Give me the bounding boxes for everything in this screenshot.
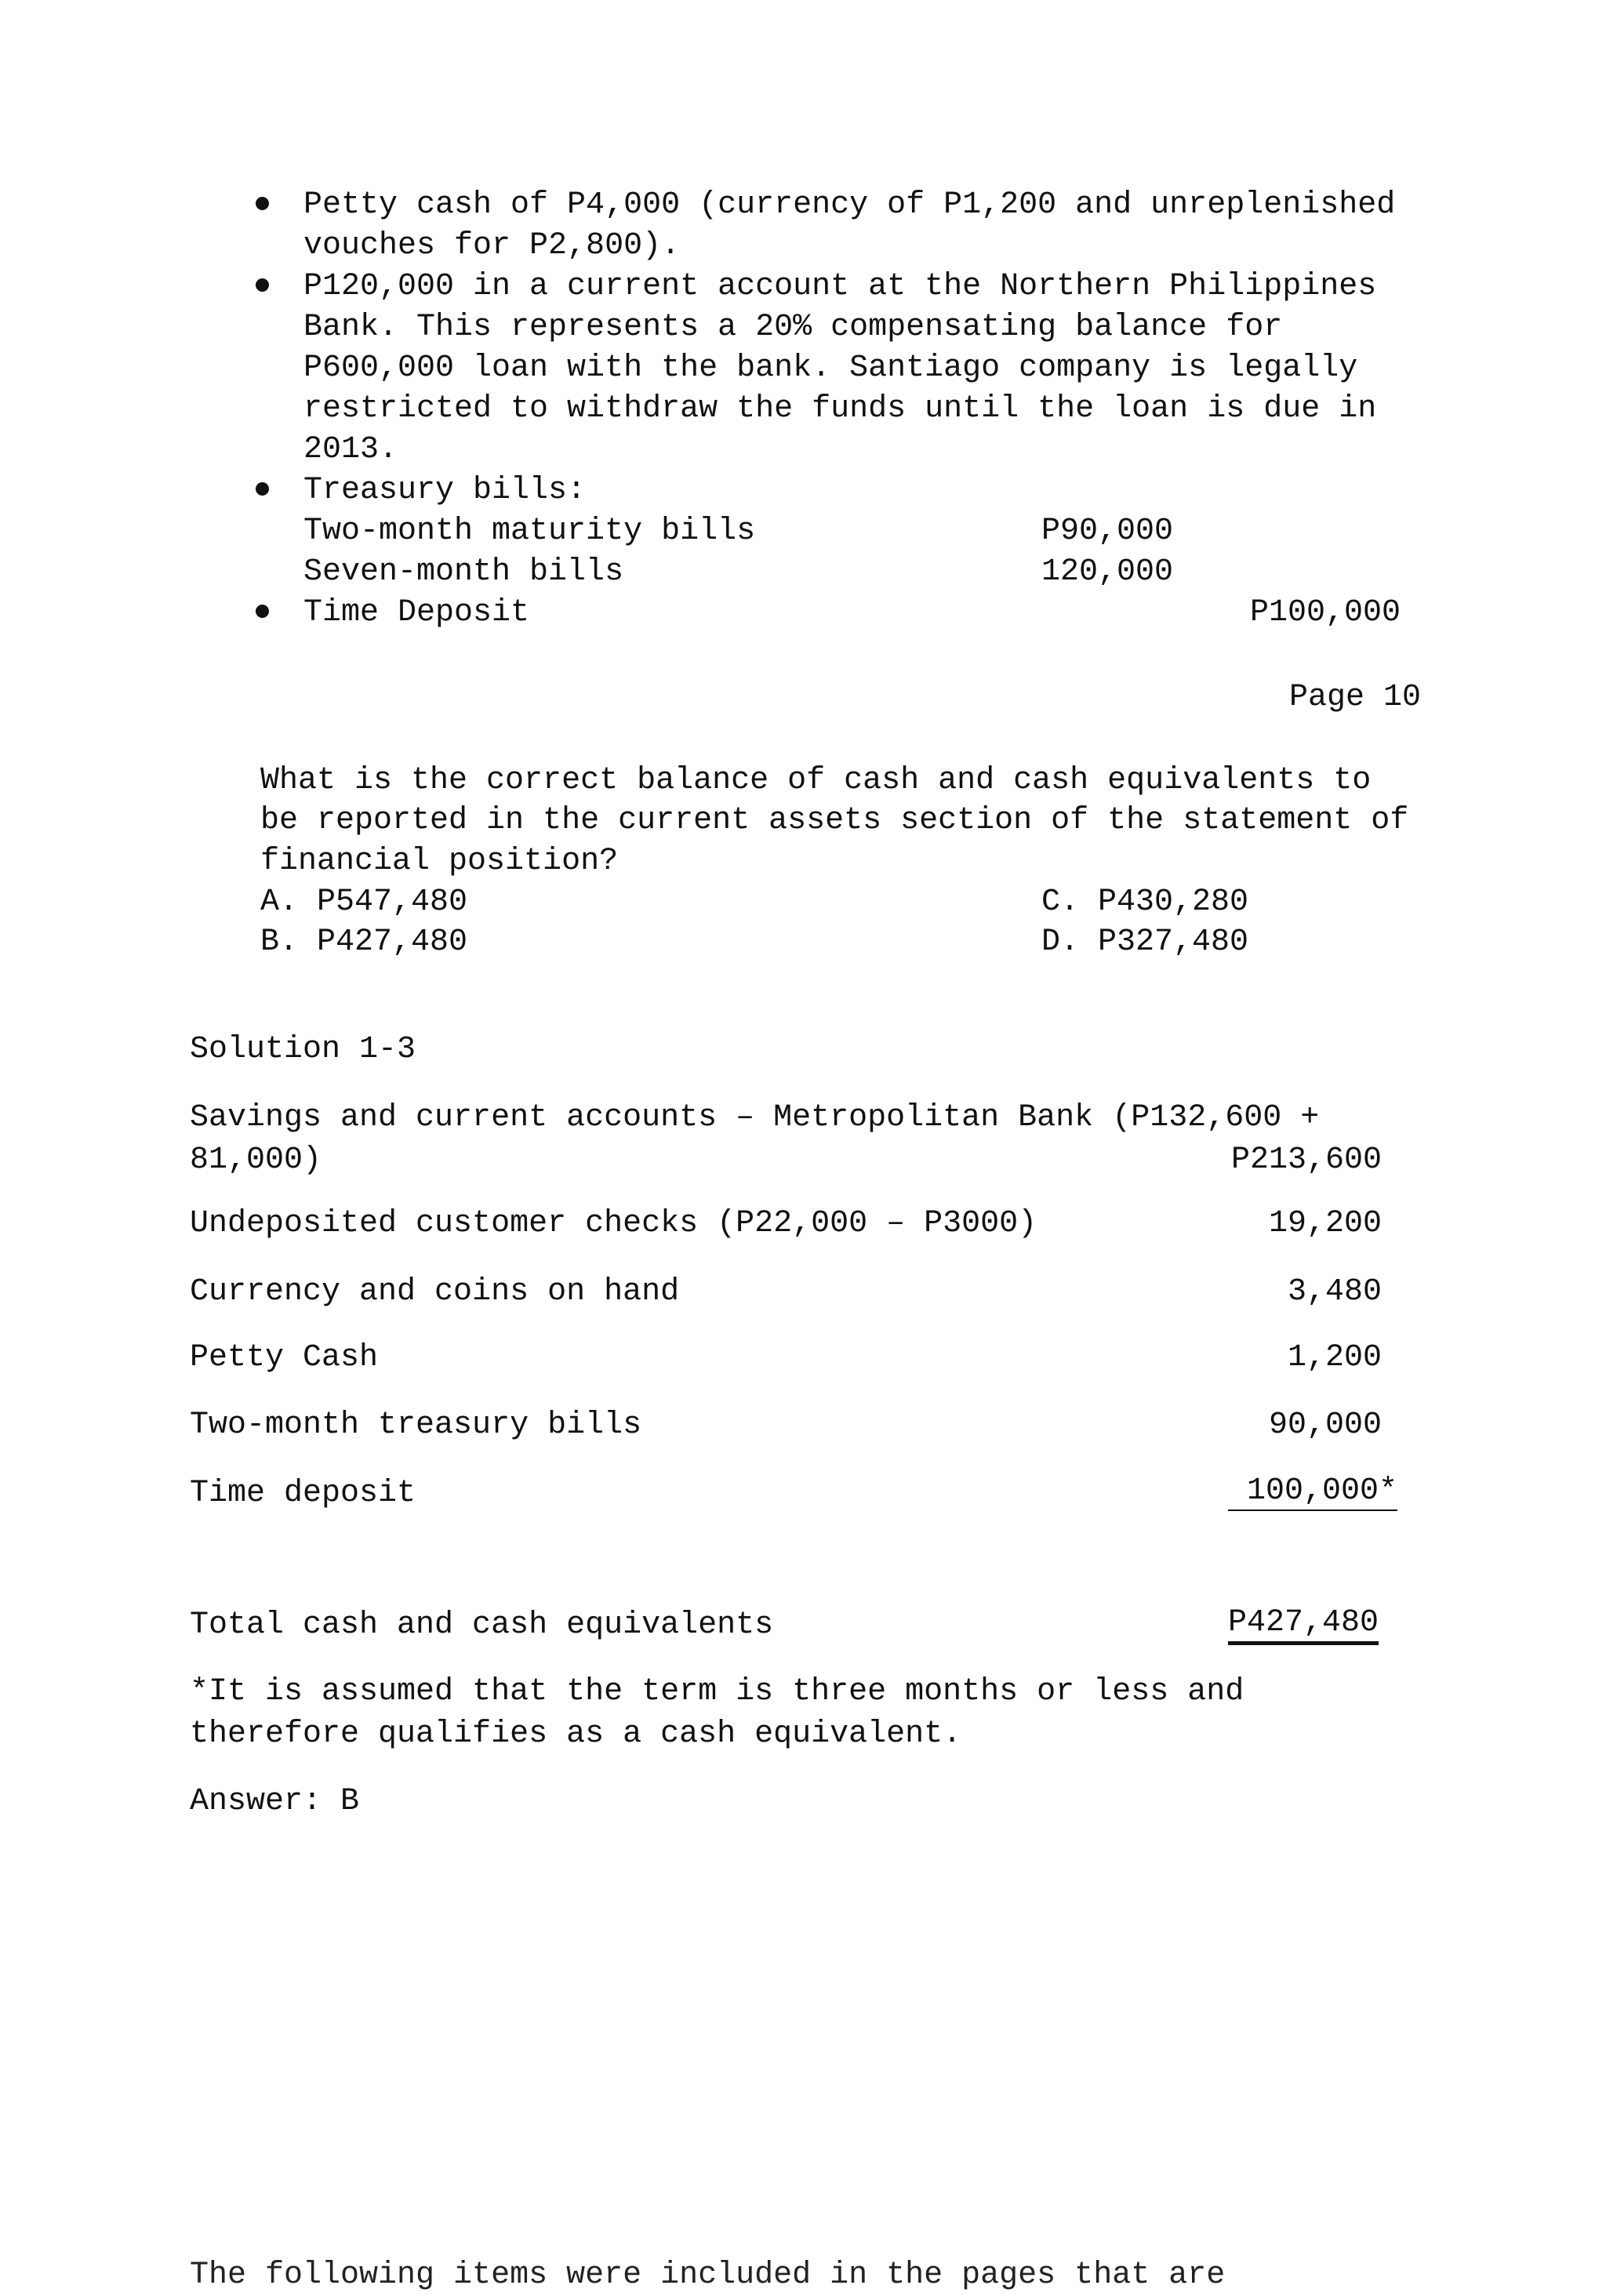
treasury-bill-amount: 120,000 bbox=[1041, 554, 1174, 590]
treasury-bill-label: Seven-month bills bbox=[303, 554, 624, 590]
time-deposit-solution-amount: 100,000* bbox=[1228, 1473, 1397, 1511]
page-number: Page 10 bbox=[1289, 680, 1422, 715]
choice-b: B. P427,480 bbox=[260, 925, 468, 960]
bullet-icon bbox=[256, 482, 269, 496]
treasury-bill-label: Two-month maturity bills bbox=[303, 514, 756, 549]
footnote-line-2: therefore qualifies as a cash equivalent. bbox=[190, 1717, 962, 1752]
solution-title: Solution 1-3 bbox=[190, 1032, 416, 1067]
solution-row-amount: 3,480 bbox=[1287, 1274, 1382, 1310]
choice-d: D. P327,480 bbox=[1041, 925, 1249, 960]
choice-a: A. P547,480 bbox=[260, 885, 468, 920]
current-account-line-3: P600,000 loan with the bank. Santiago company is legally bbox=[303, 351, 1358, 386]
savings-line-1: Savings and current accounts – Metropolitan Bank (P132,600 + bbox=[190, 1100, 1320, 1135]
solution-row-label: Two-month treasury bills bbox=[190, 1408, 642, 1443]
solution-row-label: Time deposit bbox=[190, 1476, 416, 1511]
petty-cash-line-1: Petty cash of P4,000 (currency of P1,200 and unreplenished bbox=[303, 187, 1396, 223]
choice-c: C. P430,280 bbox=[1041, 885, 1249, 920]
total-amount: P427,480 bbox=[1228, 1605, 1379, 1645]
solution-row-label: Currency and coins on hand bbox=[190, 1274, 680, 1310]
savings-amount: P213,600 bbox=[1230, 1143, 1382, 1178]
savings-line-2: 81,000) bbox=[190, 1143, 322, 1178]
time-deposit-amount: P100,000 bbox=[1250, 595, 1401, 630]
question-line-3: financial position? bbox=[260, 844, 619, 879]
bullet-icon bbox=[256, 197, 269, 210]
cut-off-text: The following items were included in the pages that are bbox=[190, 2258, 1226, 2293]
bullet-icon bbox=[256, 278, 269, 292]
current-account-line-2: Bank. This represents a 20% compensating balance for bbox=[303, 310, 1283, 345]
current-account-line-1: P120,000 in a current account at the Northern Philippines bbox=[303, 269, 1377, 304]
current-account-line-5: 2013. bbox=[303, 432, 398, 467]
question-line-1: What is the correct balance of cash and cash equivalents to bbox=[260, 763, 1372, 798]
total-label: Total cash and cash equivalents bbox=[190, 1608, 774, 1643]
solution-row-amount: 1,200 bbox=[1287, 1340, 1382, 1375]
petty-cash-line-2: vouches for P2,800). bbox=[303, 228, 681, 263]
solution-row-label: Petty Cash bbox=[190, 1340, 379, 1375]
solution-row-amount: 19,200 bbox=[1268, 1206, 1382, 1241]
answer: Answer: B bbox=[190, 1784, 360, 1819]
solution-row-amount: 90,000 bbox=[1268, 1408, 1382, 1443]
bullet-icon bbox=[256, 605, 269, 618]
current-account-line-4: restricted to withdraw the funds until the loan is due in bbox=[303, 391, 1377, 427]
time-deposit-label: Time Deposit bbox=[303, 595, 530, 630]
question-line-2: be reported in the current assets section of the statement of bbox=[260, 803, 1409, 838]
treasury-bill-amount: P90,000 bbox=[1041, 514, 1174, 549]
solution-row-label: Undeposited customer checks (P22,000 – P3000) bbox=[190, 1206, 1037, 1241]
treasury-bills-heading: Treasury bills: bbox=[303, 473, 587, 508]
footnote-line-1: *It is assumed that the term is three months or less and bbox=[190, 1674, 1244, 1709]
